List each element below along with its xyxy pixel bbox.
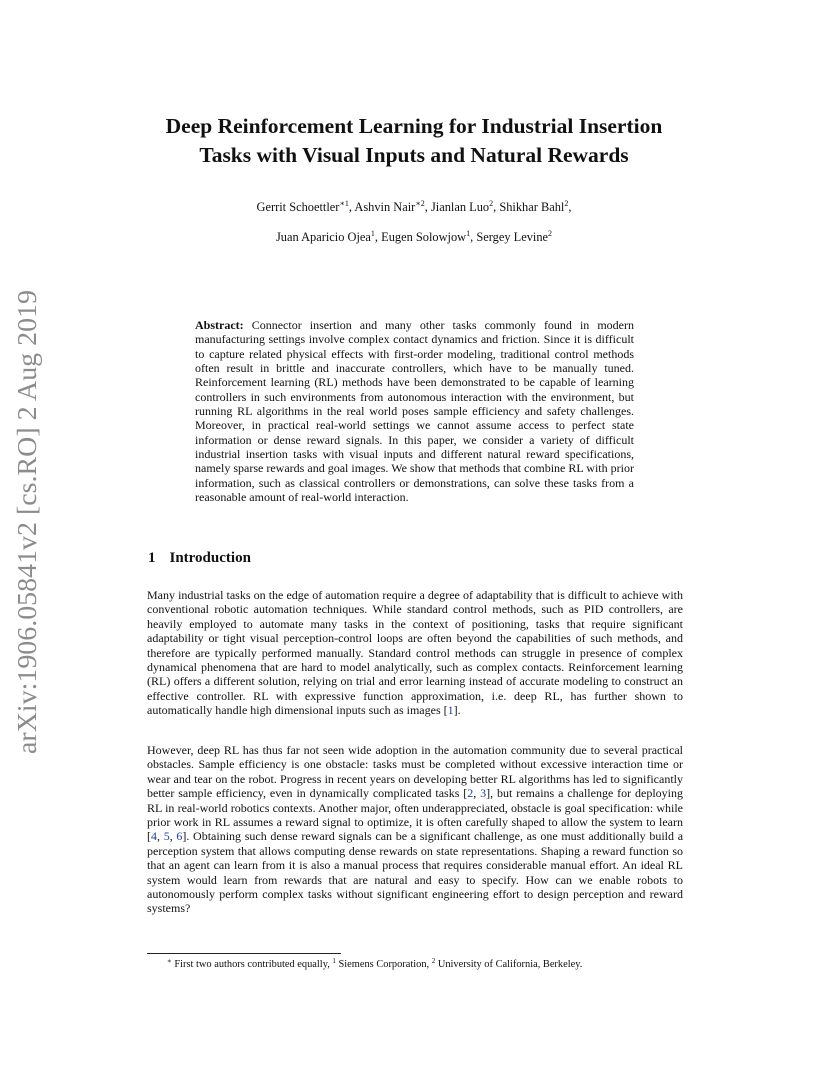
author-separator: , [493,200,500,214]
author-name: Jianlan Luo [430,200,490,214]
paragraph-text: , [473,786,481,801]
citation-link[interactable]: 4 [151,829,157,844]
title-line-2: Tasks with Visual Inputs and Natural Rewards [199,143,629,167]
paragraph-text: , [169,829,177,844]
paragraph-text: ], but remains a challenge for deploying RL in real-world robotics contexts. Another major, often underappreciated, obstacle is goal specification: while prior work in RL assumes a reward signal to optimize, it is often carefully shaped to allow the system to learn [ [147,786,684,844]
paragraph-text: ]. Obtaining such dense reward signals can be a significant challenge, as one must additionally build a perception system that allows computing dense rewards on state representations. Shaping a reward function so that an agent can learn from it is also a manual process that requires considerable manual effort. An ideal RL system would learn from rewards that are natural and easy to specify. How can we enable robots to autonomously perform complex tasks without significant engineering effort to design perception and reward systems? [147,829,684,916]
footnote-rule [147,953,341,954]
author-affiliation-mark: 2 [548,229,553,238]
author-name: Sergey Levine [476,230,549,244]
author-separator: , [568,200,572,214]
paragraph-text: ]. [453,703,461,718]
paragraph-text: However, deep RL has thus far not seen wide adoption in the automation community due to several practical obstacles. Sample efficiency is one obstacle: tasks must be completed without excessive interaction time or wear and tear on the robot. Progress in recent years on developing better RL algorithms has led to significantly better sample efficiency, even in dynamically complicated tasks [ [147,743,683,801]
citation-link[interactable]: 2 [467,786,474,801]
intro-paragraph-2 [147,743,683,916]
intro-paragraph-1 [147,588,683,718]
author-name: Ashvin Nair [354,200,416,214]
author-list-row-1 [120,199,708,215]
citation-link[interactable]: 3 [480,786,487,801]
footnote-text: University of California, Berkeley. [435,959,583,970]
footnote-mark: 2 [431,957,436,965]
arxiv-identifier-text: arXiv:1906.05841v2 [cs.RO] 2 Aug 2019 [12,305,42,754]
section-title: Introduction [169,550,251,566]
citation-link[interactable]: 5 [163,829,170,844]
abstract [195,318,634,504]
section-heading [148,550,251,567]
citation-link[interactable]: 1 [447,703,454,718]
author-name: Gerrit Schoettler [256,200,340,214]
arxiv-identifier-stamp [2,288,42,758]
footnote-text: First two authors contributed equally, [171,959,333,970]
section-number: 1 [148,550,156,566]
author-name: Eugen Solowjow [381,230,467,244]
author-name: Juan Aparicio Ojea [275,230,371,244]
author-affiliation-mark: ∗1 [339,199,349,208]
author-affiliation-mark: 2 [564,199,569,208]
author-separator: , [348,200,355,214]
author-separator: , [374,230,382,244]
author-affiliation-mark: 1 [370,229,375,238]
title-line-1: Deep Reinforcement Learning for Industrial Insertion [165,114,663,138]
author-separator: , [424,200,431,214]
footnote [167,958,582,971]
author-separator: , [470,230,477,244]
paragraph-text: Many industrial tasks on the edge of automation require a degree of adaptability that is difficult to achieve with conventional robotic automation techniques. While standard control methods, such as PID controllers, are heavily employed to automate many tasks in the context of positioning, tasks that require significant adaptability or tight visual perception-control loops are often beyond the capabilities of such methods, and therefore are typically performed manually. Standard control methods can struggle in presence of complex dynamical phenomena that are hard to model analytically, such as complex contacts. Reinforcement learning (RL) offers a different solution, relying on trial and error learning instead of accurate modeling to construct an effective controller. RL with expressive function approximation, i.e. deep RL, has further shown to automatically handle high dimensional inputs such as images [ [147,588,683,718]
author-name: Shikhar Bahl [499,200,565,214]
abstract-label: Abstract: [195,318,244,332]
paragraph-text: , [157,829,164,844]
footnote-mark: 1 [332,957,336,965]
author-affiliation-mark: ∗2 [415,199,425,208]
paper-title [120,112,708,170]
citation-link[interactable]: 6 [176,829,183,844]
author-affiliation-mark: 2 [489,199,494,208]
author-list-row-2 [120,229,708,245]
abstract-text: Connector insertion and many other tasks commonly found in modern manufacturing settings involve complex contact dynamics and friction. Since it is difficult to capture related physical effects with first-order modeling, traditional control methods often result in brittle and inaccurate controllers, which have to be manually tuned. Reinforcement learning (RL) methods have been demonstrated to be capable of learning controllers in such environments from autonomous interaction with the environment, but running RL algorithms in the real world poses sample efficiency and safety challenges. Moreover, in practical real-world settings we cannot assume access to perfect state information or dense reward signals. In this paper, we consider a variety of difficult industrial insertion tasks with visual inputs and different natural reward specifications, namely sparse rewards and goal images. We show that methods that combine RL with prior information, such as classical controllers or demonstrations, can solve these tasks from a reasonable amount of real-world interaction. [195,318,635,505]
footnote-text: Siemens Corporation, [335,959,432,970]
footnote-mark: ∗ [167,957,172,965]
author-affiliation-mark: 1 [466,229,471,238]
